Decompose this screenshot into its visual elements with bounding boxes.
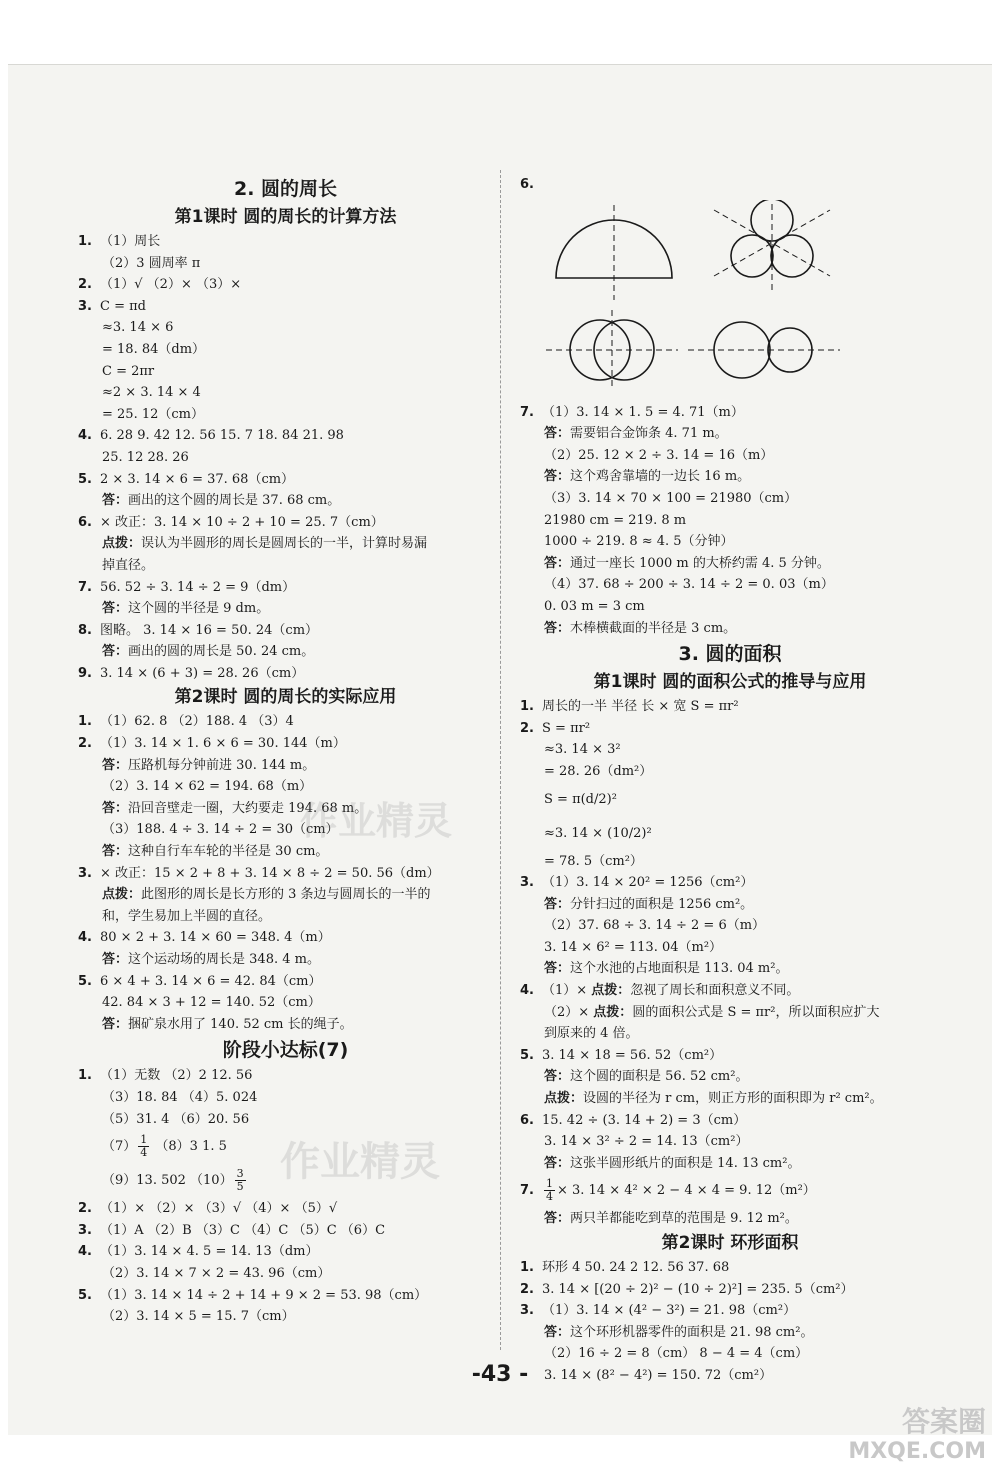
- q3-line-b: ≈3. 14 × 6: [102, 320, 174, 336]
- a6-line-b: 3. 14 × 3² ÷ 2 = 14. 13（cm²）: [544, 1134, 749, 1150]
- b3-line-a: 3. （1）3. 14 × (4² − 3²) = 21. 98（cm²）: [520, 1303, 797, 1319]
- a3-answer-2: 答：这个水池的占地面积是 113. 04 m²。: [544, 961, 789, 977]
- a6-answer: 答：这张半圆形纸片的面积是 14. 13 cm²。: [544, 1155, 801, 1171]
- r2-answer-2: 答：沿回音壁走一圈，大约要走 194. 68 m。: [102, 800, 368, 816]
- a4-line-b: （2）× 点拨：圆的面积公式是 S = πr²，所以面积应扩大: [544, 1004, 880, 1020]
- q6-figures-label: 6.: [520, 177, 534, 192]
- a2-line-d: S = π(d/2)²: [544, 791, 617, 807]
- a2-line-c: = 28. 26（dm²）: [544, 763, 653, 779]
- rq7-line-c3: 1000 ÷ 219. 8 ≈ 4. 5（分钟）: [544, 534, 734, 550]
- b2-line: 2. 3. 14 × [(20 ÷ 2)² − (10 ÷ 2)²] = 235. 5（cm²）: [520, 1281, 854, 1297]
- q8-line-a: 8. 图略。 3. 14 × 16 = 50. 24（cm）: [78, 622, 319, 638]
- three-circles-right: [771, 235, 813, 277]
- a2-line-b: ≈3. 14 × 3²: [544, 742, 621, 758]
- a1-line: 1. 周长的一半 半径 长 × 宽 S = πr²: [520, 699, 739, 715]
- rq7-answer-3: 答：通过一座长 1000 m 的大桥约需 4. 5 分钟。: [544, 555, 830, 571]
- a7-line-a: 7. $\frac{1}{4}$ × 3. 14 × 4² × 2 − 4 × 4 = 9. 12（m²）: [520, 1177, 816, 1204]
- r5-line-b: 42. 84 × 3 + 12 = 140. 52（cm）: [102, 995, 321, 1011]
- rq7-answer-2: 答：这个鸡舍靠墙的一边长 16 m。: [544, 469, 751, 485]
- q3-line-f: = 25. 12（cm）: [102, 406, 204, 422]
- area-lesson-2-title: 第2课时 环形面积: [661, 1233, 799, 1253]
- r5-line-a: 5. 6 × 4 + 3. 14 × 6 = 42. 84（cm）: [78, 973, 322, 989]
- a3-answer-1: 答：分针扫过的面积是 1256 cm²。: [544, 896, 754, 912]
- rq7-line-d: （4）37. 68 ÷ 200 ÷ 3. 14 ÷ 2 = 0. 03（m）: [544, 577, 834, 593]
- q8-answer: 答：画出的圆的周长是 50. 24 cm。: [102, 644, 315, 660]
- a4-line-b2: 到原来的 4 倍。: [544, 1026, 639, 1042]
- lesson-2-title: 第2课时 圆的周长的实际应用: [174, 687, 397, 708]
- a5-line-a: 5. 3. 14 × 18 = 56. 52（cm²）: [520, 1047, 723, 1063]
- fraction-one-quarter: $\frac{1}{4}$: [140, 1133, 148, 1160]
- s5-line-b: （2）3. 14 × 5 = 15. 7（cm）: [102, 1309, 295, 1325]
- s1-line-e: （9）13. 502 （10） $\frac{3}{5}$: [102, 1167, 244, 1194]
- r2-line-b: （2）3. 14 × 62 = 194. 68（m）: [102, 779, 313, 795]
- r2-line-c: （3）188. 4 ÷ 3. 14 ÷ 2 = 30（cm）: [102, 822, 339, 838]
- fraction-three-fifths: $\frac{3}{5}$: [236, 1167, 244, 1194]
- watermark-jingling-2: 作业精灵: [280, 1139, 440, 1185]
- section-title-area: 3. 圆的面积: [678, 643, 782, 666]
- b3-line-c: 3. 14 × (8² − 4²) = 150. 72（cm²）: [544, 1367, 773, 1383]
- r3-tip-cont: 和，学生易加上半圆的直径。: [102, 908, 272, 924]
- r5-answer: 答：捆矿泉水用了 140. 52 cm 长的绳子。: [102, 1016, 353, 1032]
- r3-tip: 点拨：此图形的周长是长方形的 3 条边与圆周长的一半的: [102, 887, 431, 903]
- s5-line-a: 5. （1）3. 14 × 14 ÷ 2 + 14 + 9 × 2 = 53. 98（cm）: [78, 1287, 428, 1303]
- b1-line: 1. 环形 4 50. 24 2 12. 56 37. 68: [520, 1260, 730, 1275]
- a7-answer: 答：两只羊都能吃到草的范围是 9. 12 m²。: [544, 1211, 798, 1227]
- q6-line-a: 6. × 改正：3. 14 × 10 ÷ 2 + 10 = 25. 7（cm）: [78, 514, 384, 530]
- section-title-circumference: 2. 圆的周长: [233, 178, 338, 200]
- s3-line: 3. （1）A （2）B （3）C （4）C （5）C （6）C: [78, 1222, 386, 1238]
- s1-line-b: （3）18. 84 （4）5. 024: [102, 1089, 258, 1105]
- r3-line-a: 3. × 改正：15 × 2 + 8 + 3. 14 × 8 ÷ 2 = 50. 56（dm）: [78, 865, 440, 881]
- q7-answer: 答：这个圆的半径是 9 dm。: [102, 601, 270, 617]
- r2-answer-3: 答：这种自行车车轮的半径是 30 cm。: [102, 844, 329, 860]
- q6-tip: 点拨：误认为半圆形的周长是圆周长的一半，计算时易漏: [102, 536, 428, 552]
- lesson-1-title: 第1课时 圆的周长的计算方法: [174, 207, 397, 227]
- q7-line-a: 7. 56. 52 ÷ 3. 14 ÷ 2 = 9（dm）: [78, 579, 296, 595]
- a2-line-f: = 78. 5（cm²）: [544, 853, 643, 869]
- area-lesson-1-title: 第1课时 圆的面积公式的推导与应用: [593, 672, 867, 693]
- q4-line-a: 4. 6. 28 9. 42 12. 56 15. 7 18. 84 21. 98: [78, 428, 344, 444]
- q3-line-e: ≈2 × 3. 14 × 4: [102, 385, 201, 401]
- q3-line-c: = 18. 84（dm）: [102, 341, 206, 357]
- b3-answer: 答：这个环形机器零件的面积是 21. 98 cm²。: [544, 1324, 814, 1340]
- overlap-circle-right: [594, 320, 654, 380]
- a6-line-a: 6. 15. 42 ÷ (3. 14 + 2) = 3（cm）: [520, 1112, 747, 1128]
- right-column: [520, 174, 940, 1387]
- q1-line-a: 1. （1）周长: [78, 234, 161, 249]
- r2-line-a: 2. （1）3. 14 × 1. 6 × 6 = 30. 144（m）: [78, 736, 346, 752]
- r2-answer-1: 答：压路机每分钟前进 30. 144 m。: [102, 757, 316, 773]
- a3-line-a: 3. （1）3. 14 × 20² = 1256（cm²）: [520, 875, 754, 891]
- rq7-line-c2: 21980 cm = 219. 8 m: [544, 512, 687, 528]
- q1-line-b: （2）3 圆周率 π: [102, 255, 201, 271]
- q9-line-a: 9. 3. 14 × (6 + 3) = 28. 26（cm）: [78, 665, 305, 681]
- column-divider: [500, 170, 501, 1350]
- symmetry-figures: [544, 200, 844, 400]
- s2-line: 2. （1）× （2）× （3）√ （4）× （5）√: [78, 1201, 338, 1217]
- three-circles-left: [731, 235, 773, 277]
- rq7-answer-1: 答：需要铝合金饰条 4. 71 m。: [544, 426, 728, 442]
- q3-line-a: 3. C = πd: [78, 298, 146, 314]
- a4-line-a: 4. （1）× 点拨：忽视了周长和面积意义不同。: [520, 983, 800, 999]
- r4-line-a: 4. 80 × 2 + 3. 14 × 60 = 348. 4（m）: [78, 930, 331, 946]
- q2-line: 2. （1）√ （2）× （3）×: [78, 277, 242, 293]
- a2-line-a: 2. S = πr²: [520, 720, 591, 736]
- s4-line-a: 4. （1）3. 14 × 4. 5 = 14. 13（dm）: [78, 1244, 319, 1260]
- stage-test-title: 阶段小达标(7): [222, 1039, 349, 1062]
- r4-answer: 答：这个运动场的周长是 348. 4 m。: [102, 952, 320, 967]
- s1-line-c: （5）31. 4 （6）20. 56: [102, 1111, 250, 1127]
- a3-line-b2: 3. 14 × 6² = 113. 04（m²）: [544, 939, 723, 955]
- a5-tip: 点拨：设圆的半径为 r cm，则正方形的面积即为 r² cm²。: [544, 1091, 883, 1107]
- rq7-line-d2: 0. 03 m = 3 cm: [544, 598, 645, 614]
- q6-figures: [544, 200, 844, 400]
- watermark-jingling-1: 作业精灵: [300, 799, 453, 843]
- b3-line-b: （2）16 ÷ 2 = 8（cm） 8 − 4 = 4（cm）: [544, 1346, 809, 1362]
- s1-line-a: 1. （1）无数 （2）2 12. 56: [78, 1068, 253, 1084]
- watermark-site: 答案圈 MXQE.COM: [848, 1405, 986, 1464]
- a3-line-b: （2）37. 68 ÷ 3. 14 ÷ 2 = 6（m）: [544, 918, 766, 934]
- q6-tip-cont: 掉直径。: [102, 557, 155, 573]
- page-number: -43 -: [471, 1362, 529, 1387]
- rq7-line-c: （3）3. 14 × 70 × 100 = 21980（cm）: [544, 490, 798, 506]
- a2-line-e: ≈3. 14 × (10/2)²: [544, 825, 652, 841]
- q5-answer: 答：画出的这个圆的周长是 37. 68 cm。: [102, 493, 341, 509]
- fraction-one-quarter-a7: $\frac{1}{4}$: [546, 1177, 553, 1204]
- rq7-answer-4: 答：木棒横截面的半径是 3 cm。: [544, 620, 737, 636]
- a5-answer: 答：这个圆的面积是 56. 52 cm²。: [544, 1069, 749, 1085]
- s1-line-d: （7） $\frac{1}{4}$ （8）3 1. 5: [102, 1133, 227, 1160]
- rq7-line-b: （2）25. 12 × 2 ÷ 3. 14 = 16（m）: [544, 447, 774, 463]
- q3-line-d: C = 2πr: [102, 363, 155, 379]
- s4-line-b: （2）3. 14 × 7 × 2 = 43. 96（cm）: [102, 1265, 331, 1281]
- rq7-line-a: 7. （1）3. 14 × 1. 5 = 4. 71（m）: [520, 404, 744, 420]
- r1-line: 1. （1）62. 8 （2）188. 4 （3）4: [78, 714, 294, 730]
- q5-line-a: 5. 2 × 3. 14 × 6 = 37. 68（cm）: [78, 471, 295, 487]
- q4-line-b: 25. 12 28. 26: [102, 449, 189, 465]
